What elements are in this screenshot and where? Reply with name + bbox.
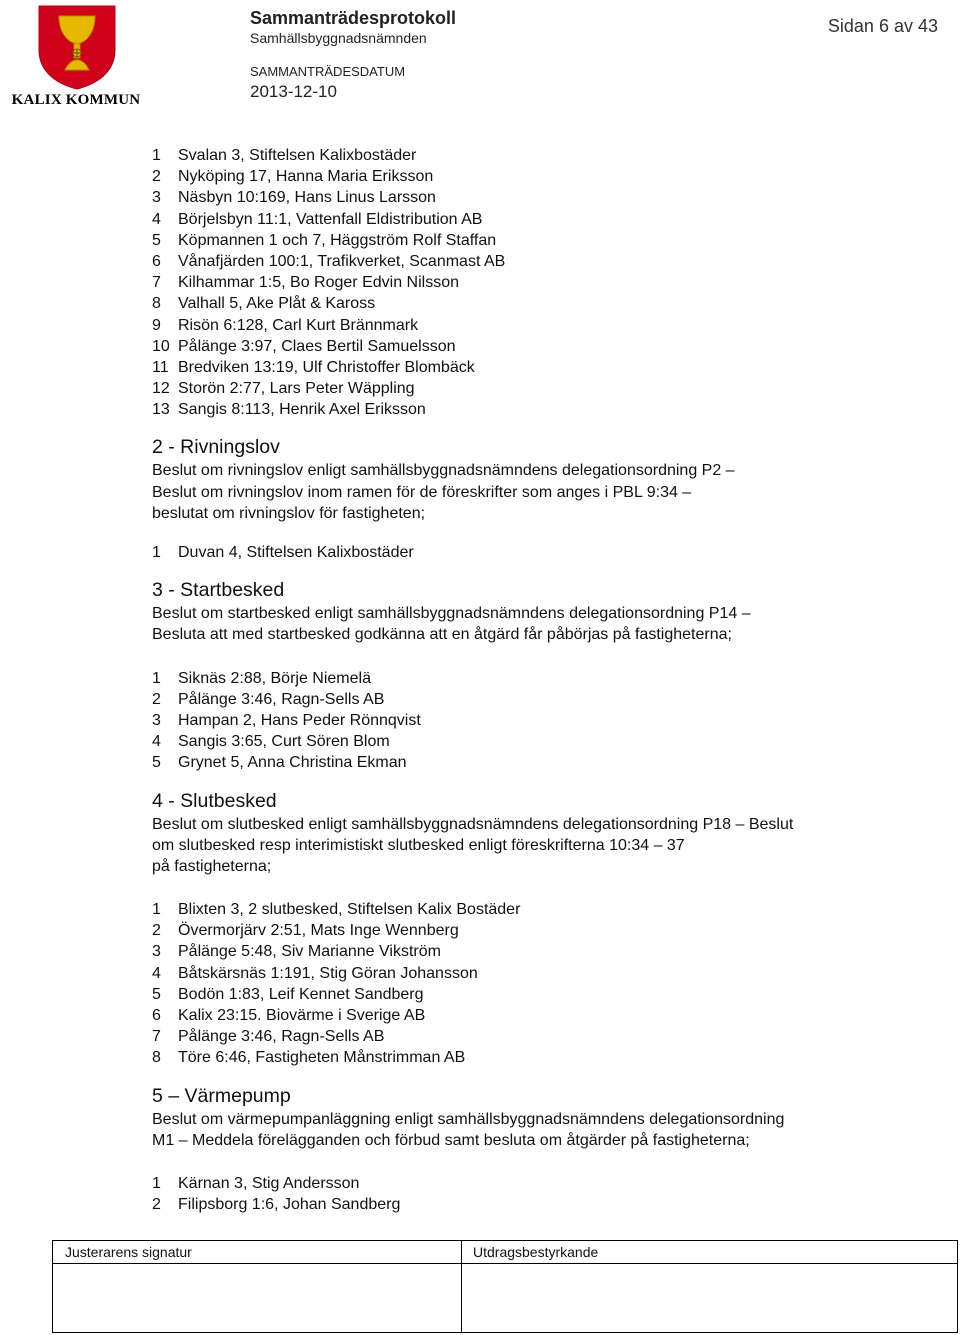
section-text: om slutbesked resp interimistiskt slutbesked enligt föreskrifterna 10:34 – 37 [152, 836, 685, 854]
list-item: 6 Vånafjärden 100:1, Trafikverket, Scanmast AB [152, 252, 506, 270]
coat-of-arms-icon [37, 4, 117, 90]
document-body [152, 145, 942, 1215]
section-heading-slutbesked: 4 - Slutbesked [152, 789, 277, 812]
reviewer-signature-label: Justerarens signatur [65, 1244, 192, 1260]
list-item: 13 Sangis 8:113, Henrik Axel Eriksson [152, 401, 426, 419]
section-text: Beslut om rivningslov inom ramen för de föreskrifter som anges i PBL 9:34 – [152, 483, 692, 501]
list-item: 11 Bredviken 13:19, Ulf Christoffer Blombäck [152, 358, 475, 376]
list-item: 5 Bodön 1:83, Leif Kennet Sandberg [152, 985, 424, 1003]
section-text: M1 – Meddela förelägganden och förbud samt besluta om åtgärder på fastigheterna; [152, 1131, 750, 1149]
list-item: 6 Kalix 23:15. Biovärme i Sverige AB [152, 1007, 426, 1024]
list-item: 5 Köpmannen 1 och 7, Häggström Rolf Staffan [152, 231, 497, 249]
list-item: 2 Filipsborg 1:6, Johan Sandberg [152, 1196, 401, 1214]
section-heading-rivningslov: 2 - Rivningslov [152, 436, 280, 459]
list-item: 3 Pålänge 5:48, Siv Marianne Vikström [152, 943, 441, 961]
reviewer-signature-cell [53, 1241, 462, 1332]
section-text: Beslut om rivningslov enligt samhällsbyggnadsnämndens delegationsordning P2 – [152, 462, 735, 480]
list-item: 1 Blixten 3, 2 slutbesked, Stiftelsen Kalix Bostäder [152, 901, 521, 919]
certification-cell [461, 1241, 957, 1332]
list-item: 8 Töre 6:46, Fastigheten Månstrimman AB [152, 1049, 466, 1067]
section-text: på fastigheterna; [152, 857, 272, 875]
property-list-1 [152, 145, 942, 420]
list-item: 3 Hampan 2, Hans Peder Rönnqvist [152, 711, 421, 729]
list-item: 1 Kärnan 3, Stig Andersson [152, 1174, 360, 1192]
logo-text: KALIX KOMMUN [11, 92, 141, 108]
section-heading-startbesked: 3 - Startbesked [152, 579, 285, 602]
list-item: 12 Storön 2:77, Lars Peter Wäppling [152, 380, 415, 398]
list-item: 10 Pålänge 3:97, Claes Bertil Samuelsson [152, 337, 456, 355]
list-item: 7 Kilhammar 1:5, Bo Roger Edvin Nilsson [152, 274, 460, 292]
list-item: 1 Svalan 3, Stiftelsen Kalixbostäder [152, 147, 417, 164]
meeting-date-label: SAMMANTRÄDESDATUM [250, 64, 406, 79]
list-item: 4 Sangis 3:65, Curt Sören Blom [152, 733, 390, 751]
list-item: 3 Näsbyn 10:169, Hans Linus Larsson [152, 189, 436, 207]
list-item: 9 Risön 6:128, Carl Kurt Brännmark [152, 316, 419, 334]
section-text: Besluta att med startbesked godkänna att en åtgärd får påbörjas på fastigheterna; [152, 626, 732, 644]
committee-name: Samhällsbyggnadsnämnden [250, 30, 427, 46]
meeting-date: 2013-12-10 [250, 82, 337, 101]
list-item: 2 Pålänge 3:46, Ragn-Sells AB [152, 690, 385, 708]
kalix-kommun-logo [6, 4, 146, 108]
section-heading-varmepump: 5 – Värmepump [152, 1084, 291, 1107]
list-item: 4 Båtskärsnäs 1:191, Stig Göran Johansson [152, 964, 478, 982]
page-number: Sidan 6 av 43 [827, 16, 938, 36]
section-text: Beslut om värmepumpanläggning enligt samhällsbyggnadsnämndens delegationsordning [152, 1110, 785, 1128]
list-item: 8 Valhall 5, Ake Plåt & Kaross [152, 295, 376, 313]
list-item: 5 Grynet 5, Anna Christina Ekman [152, 754, 407, 772]
list-item: 4 Börjelsbyn 11:1, Vattenfall Eldistribution AB [152, 210, 483, 228]
section-text: Beslut om slutbesked enligt samhällsbyggnadsnämndens delegationsordning P18 – Beslut [152, 815, 794, 833]
section-text: Beslut om startbesked enligt samhällsbyggnadsnämndens delegationsordning P14 – [152, 605, 751, 623]
list-item: 2 Nyköping 17, Hanna Maria Eriksson [152, 168, 434, 186]
list-item: 7 Pålänge 3:46, Ragn-Sells AB [152, 1028, 385, 1046]
certification-label: Utdragsbestyrkande [473, 1244, 599, 1260]
list-item: 1 Duvan 4, Stiftelsen Kalixbostäder [152, 544, 414, 561]
document-title: Sammanträdesprotokoll [250, 8, 457, 28]
list-item: 2 Övermorjärv 2:51, Mats Inge Wennberg [152, 922, 459, 940]
signature-box [52, 1240, 958, 1333]
list-item: 1 Siknäs 2:88, Börje Niemelä [152, 669, 371, 687]
section-text: beslutat om rivningslov för fastigheten; [152, 504, 426, 522]
